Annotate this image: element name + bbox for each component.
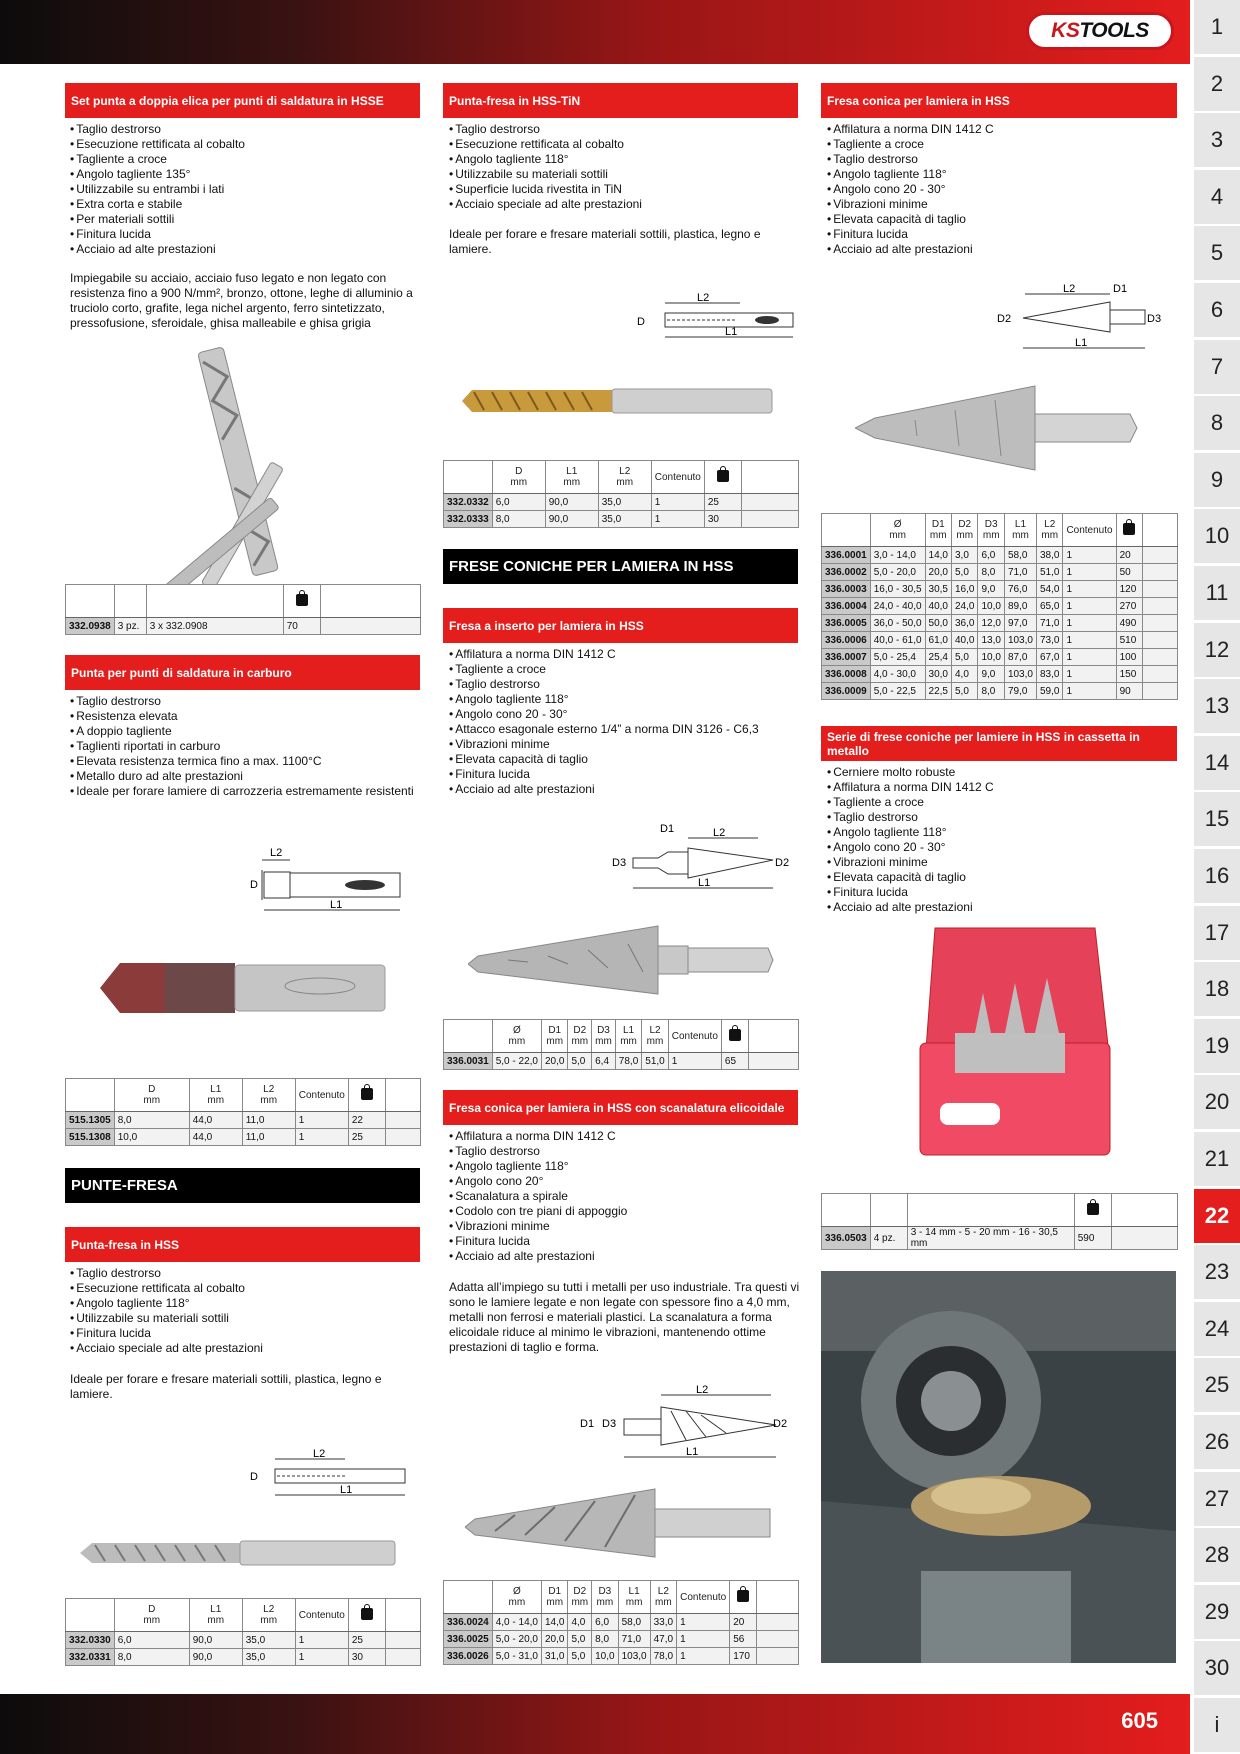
feature-item: • Taglio destrorso <box>70 122 420 137</box>
section-header: Punta-fresa in HSS <box>65 1227 420 1262</box>
category-header: FRESE CONICHE PER LAMIERA IN HSS <box>443 549 798 584</box>
feature-item: • Finitura lucida <box>70 227 420 242</box>
feature-item: • Ideale per forare lamiere di carrozzeria estremamente resistenti <box>70 784 420 799</box>
chapter-tab-13[interactable]: 13 <box>1194 679 1240 733</box>
weight-icon <box>296 594 308 606</box>
chapter-tab-4[interactable]: 4 <box>1194 170 1240 224</box>
chapter-tab-14[interactable]: 14 <box>1194 736 1240 790</box>
feature-item: • Resistenza elevata <box>70 709 420 724</box>
svg-text:L2: L2 <box>270 847 283 859</box>
feature-item: • Angolo tagliente 118° <box>449 152 799 167</box>
table-row: 336.0004 24,0 - 40,0 40,0 24,0 10,0 89,0 65,0 1 270 <box>822 598 1178 615</box>
chapter-tab-2[interactable]: 2 <box>1194 57 1240 111</box>
feature-item: • Angolo tagliente 118° <box>449 692 799 707</box>
technical-drawing <box>576 1385 796 1465</box>
table-row: 515.1308 10,0 44,0 11,0 1 25 <box>66 1129 421 1146</box>
chapter-tab-9[interactable]: 9 <box>1194 453 1240 507</box>
feature-item: • Extra corta e stabile <box>70 197 420 212</box>
table-row: 336.0008 4,0 - 30,0 30,0 4,0 9,0 103,0 83,0 1 150 <box>822 666 1178 683</box>
product-table: Ø mm D1 mm D2 mm D3 mm L1 mm L2 mm Contenuto 336.0024 4,0 - 14,0 14,0 4,0 6,0 58,0 33,0 1 20 336.0025 5,0 - 20,0 20,0 5,0 8,0 71,0 47,0 1 56 336.0026 5,0 - 31,0 31,0 5,0 10,0 103,0 78,0 1 170 <box>443 1580 799 1665</box>
section-header: Punta-fresa in HSS-TiN <box>443 83 798 118</box>
carbide-drill-photo <box>100 958 390 1018</box>
chapter-tabs <box>1194 0 1240 1754</box>
feature-item: • Angolo cono 20 - 30° <box>449 707 799 722</box>
table-row: 332.0938 3 pz. 3 x 332.0908 70 <box>66 618 421 635</box>
feature-item: • Acciaio ad alte prestazioni <box>449 782 799 797</box>
feature-item: • Affilatura a norma DIN 1412 C <box>449 1129 799 1144</box>
feature-item: • Tagliente a croce <box>827 137 1177 152</box>
chapter-tab-23[interactable]: 23 <box>1194 1245 1240 1299</box>
table-row: 336.0005 36,0 - 50,0 50,0 36,0 12,0 97,0 71,0 1 490 <box>822 615 1178 632</box>
technical-drawing <box>995 282 1165 358</box>
svg-text:D2: D2 <box>997 313 1012 325</box>
table-row: 336.0001 3,0 - 14,0 14,0 3,0 6,0 58,0 38,0 1 20 <box>822 547 1178 564</box>
feature-list <box>827 122 1177 257</box>
table-row: 336.0009 5,0 - 22,5 22,5 5,0 8,0 79,0 59,0 1 90 <box>822 683 1178 700</box>
table-row: 332.0331 8,0 90,0 35,0 1 30 <box>66 1649 421 1666</box>
chapter-tab-16[interactable]: 16 <box>1194 849 1240 903</box>
chapter-tab-20[interactable]: 20 <box>1194 1075 1240 1129</box>
section-header: Fresa conica per lamiera in HSS con scanalatura elicoidale <box>443 1090 798 1125</box>
feature-item: • Affilatura a norma DIN 1412 C <box>827 780 1177 795</box>
svg-text:L1: L1 <box>698 877 711 889</box>
bottom-banner <box>0 1694 1190 1754</box>
feature-item: • Angolo tagliente 118° <box>70 1296 420 1311</box>
chapter-tab-27[interactable]: 27 <box>1194 1472 1240 1526</box>
feature-item: • Elevata capacità di taglio <box>827 870 1177 885</box>
feature-item: • Angolo cono 20 - 30° <box>827 840 1177 855</box>
chapter-tab-28[interactable]: 28 <box>1194 1528 1240 1582</box>
feature-item: • Codolo con tre piani di appoggio <box>449 1204 799 1219</box>
feature-list <box>827 765 1177 915</box>
application-photo <box>821 1271 1176 1663</box>
table-row: 336.0006 40,0 - 61,0 61,0 40,0 13,0 103,0 73,0 1 510 <box>822 632 1178 649</box>
svg-text:D2: D2 <box>773 1418 788 1430</box>
weight-icon <box>1087 1203 1099 1215</box>
tin-drill-photo <box>462 384 777 418</box>
svg-text:L1: L1 <box>1075 337 1088 349</box>
feature-item: • Angolo tagliente 135° <box>70 167 420 182</box>
feature-item: • Angolo tagliente 118° <box>827 825 1177 840</box>
feature-item: • Angolo cono 20° <box>449 1174 799 1189</box>
table-row: 336.0503 4 pz. 3 - 14 mm - 5 - 20 mm - 16 - 30,5 mm 590 <box>822 1227 1178 1250</box>
feature-item: • Angolo tagliente 118° <box>827 167 1177 182</box>
chapter-tab-17[interactable]: 17 <box>1194 906 1240 960</box>
feature-item: • Acciaio speciale ad alte prestazioni <box>70 1341 420 1356</box>
feature-item: • Utilizzabile su entrambi i lati <box>70 182 420 197</box>
chapter-tab-7[interactable]: 7 <box>1194 340 1240 394</box>
svg-text:D1: D1 <box>1113 283 1128 295</box>
svg-text:L2: L2 <box>1063 283 1076 295</box>
chapter-tab-18[interactable]: 18 <box>1194 962 1240 1016</box>
spiral-cone-cutter-photo <box>465 1483 775 1563</box>
drill-photo <box>80 1535 400 1571</box>
feature-item: • Finitura lucida <box>449 1234 799 1249</box>
chapter-tab-21[interactable]: 21 <box>1194 1132 1240 1186</box>
cone-cutter-photo <box>468 920 778 1000</box>
svg-text:D1: D1 <box>580 1418 595 1430</box>
svg-text:L2: L2 <box>313 1448 326 1460</box>
chapter-tab-10[interactable]: 10 <box>1194 509 1240 563</box>
feature-item: • Finitura lucida <box>827 227 1177 242</box>
table-row: 336.0026 5,0 - 31,0 31,0 5,0 10,0 103,0 78,0 1 170 <box>444 1648 799 1665</box>
feature-item: • Tagliente a croce <box>70 152 420 167</box>
feature-item: • Taglio destrorso <box>70 694 420 709</box>
feature-item: • Taglio destrorso <box>449 122 799 137</box>
feature-item: • Vibrazioni minime <box>827 855 1177 870</box>
feature-item: • Tagliente a croce <box>827 795 1177 810</box>
feature-item: • Taglio destrorso <box>827 152 1177 167</box>
feature-item: • Esecuzione rettificata al cobalto <box>449 137 799 152</box>
feature-item: • Scanalatura a spirale <box>449 1189 799 1204</box>
table-row: 336.0003 16,0 - 30,5 30,5 16,0 9,0 76,0 54,0 1 120 <box>822 581 1178 598</box>
chapter-tab-5[interactable]: 5 <box>1194 226 1240 280</box>
chapter-tab-i[interactable]: i <box>1194 1698 1240 1752</box>
section-header: Fresa a inserto per lamiera in HSS <box>443 608 798 643</box>
table-row: 336.0031 5,0 - 22,0 20,0 5,0 6,4 78,0 51,0 1 65 <box>444 1053 799 1070</box>
feature-list <box>449 122 799 212</box>
chapter-tab-15[interactable]: 15 <box>1194 792 1240 846</box>
table-row: 336.0025 5,0 - 20,0 20,0 5,0 8,0 71,0 47,0 1 56 <box>444 1631 799 1648</box>
cone-cutter-photo <box>855 378 1140 478</box>
feature-item: • Angolo tagliente 118° <box>449 1159 799 1174</box>
feature-item: • Esecuzione rettificata al cobalto <box>70 137 420 152</box>
table-row: 336.0024 4,0 - 14,0 14,0 4,0 6,0 58,0 33,0 1 20 <box>444 1614 799 1631</box>
case-set-photo <box>915 923 1115 1158</box>
svg-text:D: D <box>250 879 258 891</box>
category-header: PUNTE-FRESA <box>65 1168 420 1203</box>
svg-text:L1: L1 <box>340 1484 353 1496</box>
feature-item: • Angolo cono 20 - 30° <box>827 182 1177 197</box>
feature-item: • Cerniere molto robuste <box>827 765 1177 780</box>
feature-item: • Taglio destrorso <box>449 1144 799 1159</box>
weight-icon <box>717 470 729 482</box>
brand-logo: KS TOOLS <box>1026 12 1174 50</box>
chapter-tab-6[interactable]: 6 <box>1194 283 1240 337</box>
technical-drawing <box>245 1447 415 1507</box>
product-table: Ø mm D1 mm D2 mm D3 mm L1 mm L2 mm Contenuto 336.0001 3,0 - 14,0 14,0 3,0 6,0 58,0 38,0 1 20 336.0002 5,0 - 20,0 20,0 5,0 8,0 71,0 51,0 1 50 336.0003 16,0 - 30,5 30,5 16,0 9,0 76,0 54,0 1 120 336.0004 24,0 - 40,0 40,0 24,0 10,0 89,0 65,0 1 270 336.0005 36,0 - 50,0 50,0 36,0 12,0 97,0 71,0 1 490 336.0006 40,0 - 61,0 61,0 40,0 13,0 103,0 73,0 1 510 336.0007 5,0 - 25,4 25,4 5,0 10,0 87,0 67,0 1 100 336.0008 4,0 - 30,0 30,0 4,0 9,0 103,0 83,0 1 150 336.0009 5,0 - 22,5 22,5 5,0 8,0 79,0 59,0 1 90 <box>821 513 1178 700</box>
technical-drawing <box>250 840 410 920</box>
chapter-tab-19[interactable]: 19 <box>1194 1019 1240 1073</box>
feature-item: • Elevata capacità di taglio <box>449 752 799 767</box>
chapter-tab-3[interactable]: 3 <box>1194 113 1240 167</box>
svg-text:L2: L2 <box>713 827 726 839</box>
table-row: 515.1305 8,0 44,0 11,0 1 22 <box>66 1112 421 1129</box>
feature-item: • Acciaio ad alte prestazioni <box>70 242 420 257</box>
product-table <box>65 584 421 635</box>
description: Ideale per forare e fresare materiali sottili, plastica, legno e lamiere. <box>70 1372 382 1401</box>
svg-text:D: D <box>637 316 645 328</box>
feature-item: • Vibrazioni minime <box>449 1219 799 1234</box>
feature-item: • Elevata resistenza termica fino a max. 1100°C <box>70 754 420 769</box>
product-table <box>821 1193 1178 1250</box>
feature-item: • Utilizzabile su materiali sottili <box>70 1311 420 1326</box>
svg-text:D2: D2 <box>775 857 790 869</box>
description: Impiegabile su acciaio, acciaio fuso legato e non legato con resistenza fino a 900 N/mm², bronzo, ottone, leghe di alluminio a truciolo corto, grafite, lega nichel argento, ferro sintetizzato, pressofusione, sferoidale, ghisa malleabile e ghisa grigia <box>70 271 413 330</box>
feature-item: • Acciaio ad alte prestazioni <box>827 900 1177 915</box>
chapter-tab-8[interactable]: 8 <box>1194 396 1240 450</box>
weight-icon <box>361 1088 373 1100</box>
chapter-tab-25[interactable]: 25 <box>1194 1358 1240 1412</box>
feature-list <box>449 647 799 797</box>
svg-text:D3: D3 <box>602 1418 617 1430</box>
product-table: D mm L1 mm L2 mm Contenuto 332.0332 6,0 90,0 35,0 1 25 332.0333 8,0 90,0 35,0 1 30 <box>443 460 799 528</box>
chapter-tab-1[interactable]: 1 <box>1194 0 1240 54</box>
feature-item: • Finitura lucida <box>70 1326 420 1341</box>
feature-item: • Elevata capacità di taglio <box>827 212 1177 227</box>
chapter-tab-12[interactable]: 12 <box>1194 623 1240 677</box>
svg-text:L2: L2 <box>696 1385 709 1396</box>
svg-text:L1: L1 <box>330 899 343 911</box>
feature-item: • Vibrazioni minime <box>827 197 1177 212</box>
feature-item: • Taglio destrorso <box>70 1266 420 1281</box>
top-banner <box>0 0 1190 64</box>
svg-text:L2: L2 <box>697 293 710 304</box>
section-header: Serie di frese coniche per lamiere in HSS in cassetta in metallo <box>821 726 1177 761</box>
svg-text:D: D <box>250 1471 258 1483</box>
feature-list <box>449 1129 799 1264</box>
description: Adatta all’impiego su tutti i metalli per uso industriale. Tra questi vi sono le lamiere legate e non legate con spessore fino a 4,0 mm, metalli non ferrosi e materiali plastici. La scanalatura a forma elicoidale riduce al minimo le vibrazioni, mantenendo ottime prestazioni di taglio e forma. <box>449 1280 800 1354</box>
product-table: D mm L1 mm L2 mm Contenuto 515.1305 8,0 44,0 11,0 1 22 515.1308 10,0 44,0 11,0 1 25 <box>65 1078 421 1146</box>
chapter-tab-26[interactable]: 26 <box>1194 1415 1240 1469</box>
chapter-tab-24[interactable]: 24 <box>1194 1302 1240 1356</box>
feature-item: • Attacco esagonale esterno 1/4” a norma DIN 3126 - C6,3 <box>449 722 799 737</box>
table-row: 336.0007 5,0 - 25,4 25,4 5,0 10,0 87,0 67,0 1 100 <box>822 649 1178 666</box>
feature-item: • Acciaio ad alte prestazioni <box>827 242 1177 257</box>
feature-item: • Taglienti riportati in carburo <box>70 739 420 754</box>
svg-text:D3: D3 <box>612 857 627 869</box>
feature-item: • Tagliente a croce <box>449 662 799 677</box>
table-row: 332.0333 8,0 90,0 35,0 1 30 <box>444 511 799 528</box>
feature-item: • Per materiali sottili <box>70 212 420 227</box>
feature-item: • A doppio tagliente <box>70 724 420 739</box>
feature-item: • Affilatura a norma DIN 1412 C <box>449 647 799 662</box>
section-header: Set punta a doppia elica per punti di saldatura in HSSE <box>65 83 420 118</box>
technical-drawing <box>635 293 795 349</box>
description: Ideale per forare e fresare materiali sottili, plastica, legno e lamiere. <box>449 227 761 256</box>
svg-text:D3: D3 <box>1147 313 1162 325</box>
double-drill-photo <box>120 336 360 586</box>
page-number: 605 <box>1121 1708 1158 1733</box>
feature-item: • Vibrazioni minime <box>449 737 799 752</box>
chapter-tab-29[interactable]: 29 <box>1194 1585 1240 1639</box>
feature-item: • Affilatura a norma DIN 1412 C <box>827 122 1177 137</box>
chapter-tab-11[interactable]: 11 <box>1194 566 1240 620</box>
svg-text:L1: L1 <box>686 1446 699 1458</box>
feature-item: • Acciaio ad alte prestazioni <box>449 1249 799 1264</box>
chapter-tab-30[interactable]: 30 <box>1194 1641 1240 1695</box>
feature-item: • Taglio destrorso <box>827 810 1177 825</box>
product-table: Ø mm D1 mm D2 mm D3 mm L1 mm L2 mm Contenuto 336.0031 5,0 - 22,0 20,0 5,0 6,4 78,0 51,0 1 65 <box>443 1019 799 1070</box>
table-row: 332.0332 6,0 90,0 35,0 1 25 <box>444 494 799 511</box>
section-header: Punta per punti di saldatura in carburo <box>65 655 420 690</box>
weight-icon <box>1123 523 1135 535</box>
feature-item: • Utilizzabile su materiali sottili <box>449 167 799 182</box>
weight-icon <box>361 1608 373 1620</box>
svg-text:D1: D1 <box>660 823 675 835</box>
feature-item: • Metallo duro ad alte prestazioni <box>70 769 420 784</box>
feature-item: • Finitura lucida <box>827 885 1177 900</box>
section-header: Fresa conica per lamiera in HSS <box>821 83 1177 118</box>
chapter-tab-22[interactable]: 22 <box>1194 1189 1240 1243</box>
svg-text:L1: L1 <box>725 326 738 338</box>
feature-item: • Taglio destrorso <box>449 677 799 692</box>
table-row: 336.0002 5,0 - 20,0 20,0 5,0 8,0 71,0 51,0 1 50 <box>822 564 1178 581</box>
feature-item: • Acciaio speciale ad alte prestazioni <box>449 197 799 212</box>
weight-icon <box>729 1029 741 1041</box>
feature-item: • Finitura lucida <box>449 767 799 782</box>
product-table: D mm L1 mm L2 mm Contenuto 332.0330 6,0 90,0 35,0 1 25 332.0331 8,0 90,0 35,0 1 30 <box>65 1598 421 1666</box>
table-row: 332.0330 6,0 90,0 35,0 1 25 <box>66 1632 421 1649</box>
feature-item: • Superficie lucida rivestita in TiN <box>449 182 799 197</box>
feature-item: • Esecuzione rettificata al cobalto <box>70 1281 420 1296</box>
weight-icon <box>737 1590 749 1602</box>
feature-list <box>70 1266 420 1356</box>
technical-drawing <box>608 820 798 898</box>
feature-list <box>70 122 420 257</box>
feature-list <box>70 694 420 799</box>
